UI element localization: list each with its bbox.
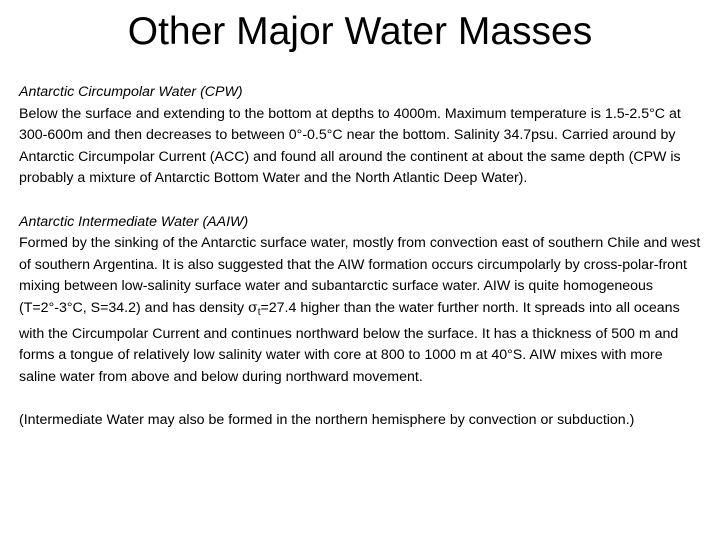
sigma-symbol: σ — [248, 299, 258, 316]
aaiw-paragraph — [19, 233, 703, 388]
slide-title: Other Major Water Masses — [127, 10, 593, 53]
cpw-heading: Antarctic Circumpolar Water (CPW) — [19, 84, 243, 100]
cpw-paragraph: Below the surface and extending to the bottom at depths to 4000m. Maximum temperature is 1.5-2.5°C at 300-600m and then decreases to between 0°-0.5°C near the bottom. Salinity 34.7psu. Carried around by Antarctic Circumpolar Current (ACC) and found all around the continent at about the same depth (CPW is probably a mixture of Antarctic Bottom Water and the North Atlantic Deep Water). — [19, 105, 681, 187]
aaiw-heading: Antarctic Intermediate Water (AAIW) — [19, 213, 249, 230]
aaiw-text-part-2: =27.4 higher than the water further north. It spreads into all oceans with the Circumpolar Current and continues northward below the surface. It has a thickness of 500 m and forms a tongue of relatively low salinity water with core at 800 to 1000 m at 40°S. AIW mixes with more saline water from above and below during northward movement. — [19, 299, 680, 385]
section-aaiw — [19, 212, 703, 389]
note-paragraph: (Intermediate Water may also be formed in the northern hemisphere by convection or subduction.) — [19, 411, 635, 428]
section-note — [19, 410, 703, 432]
slide-content — [19, 82, 703, 453]
sigma-subscript: t — [257, 306, 261, 318]
section-cpw — [19, 82, 703, 190]
aaiw-text-part-1: Formed by the sinking of the Antarctic surface water, mostly from convection east of southern Chile and west of southern Argentina. It is also suggested that the AIW formation occurs circumpolarly by cross-polar-front mixing between low-salinity surface water and subantarctic surface water. AIW is quite homogeneous (T=2°-3°C, S=34.2) and has density — [19, 235, 701, 316]
